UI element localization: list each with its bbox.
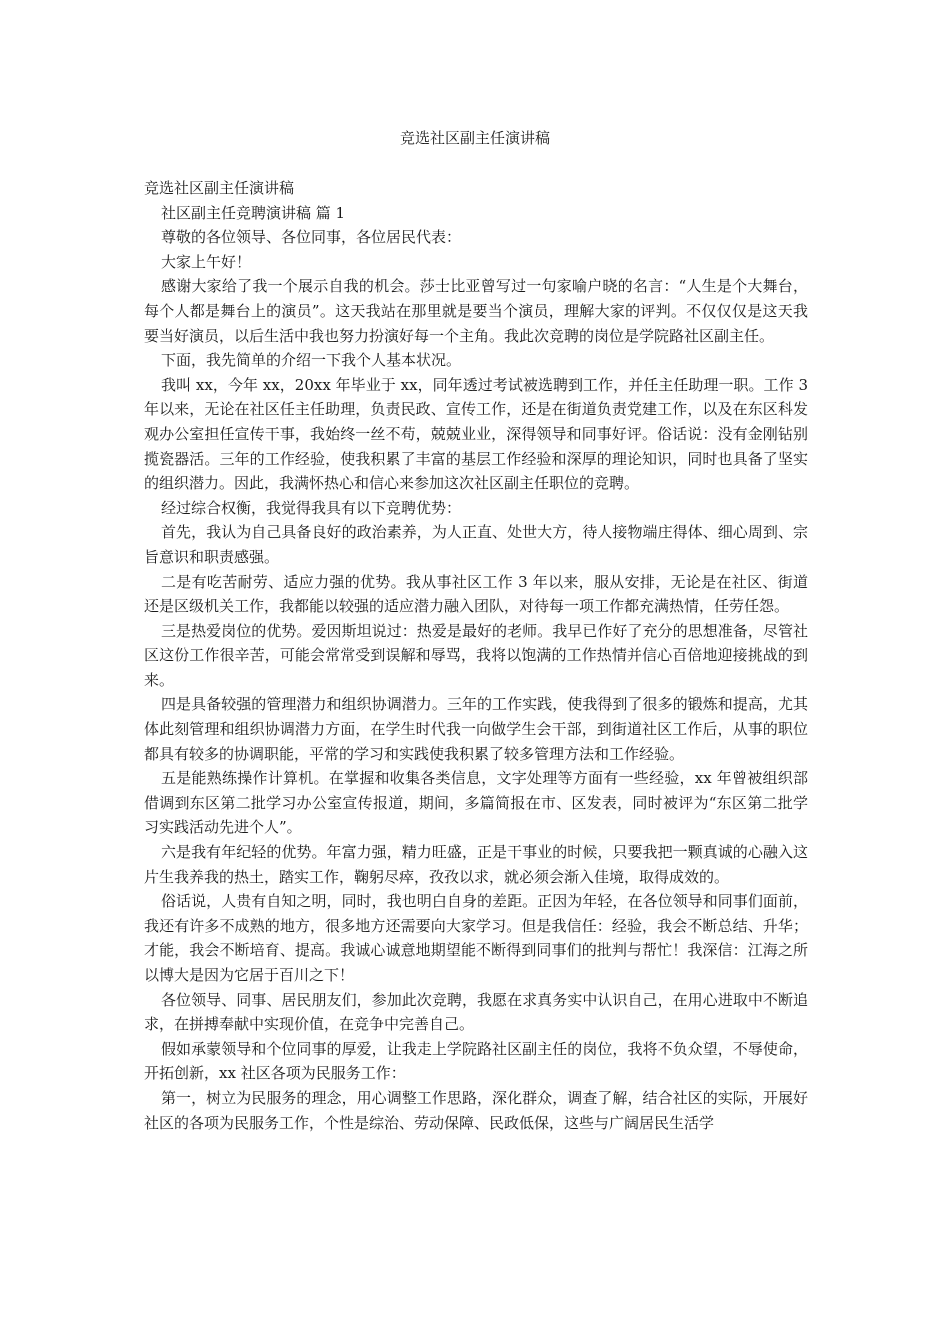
paragraph: 下面，我先简单的介绍一下我个人基本状况。 — [161, 351, 462, 370]
section-heading: 社区副主任竞聘演讲稿 篇 1 — [161, 203, 346, 222]
paragraph: 我叫 xx，今年 xx，20xx 年毕业于 xx，同年透过考试被选聘到工作，并任主任助理一职。工作 3 年以来，无论在社区任主任助理，负责民政、宣传工作，还是在街道负责党建工作，以及在东区科发观办公室担任宣传干事，我始终一丝不苟，兢兢业业，深得领导和同事好评。俗话说：没有金刚钻别揽瓷器活。三年的工作经验，使我积累了丰富的基层工作经验和深厚的理论知识，同时也具备了坚实的组织潜力。因此，我满怀热心和信心来参加这次社区副主任职位的竞聘。 — [144, 375, 808, 493]
document-title: 竞选社区副主任演讲稿 — [399, 129, 550, 147]
paragraph: 经过综合权衡，我觉得我具有以下竞聘优势： — [161, 498, 462, 517]
paragraph: 三是热爱岗位的优势。爱因斯坦说过：热爱是最好的老师。我早已作好了充分的思想准备，尽管社区这份工作很辛苦，可能会常常受到误解和辱骂，我将以饱满的工作热情并信心百倍地迎接挑战的到来。 — [144, 621, 808, 689]
paragraph: 尊敬的各位领导、各位同事，各位居民代表： — [161, 228, 462, 247]
paragraph: 假如承蒙领导和个位同事的厚爱，让我走上学院路社区副主任的岗位，我将不负众望，不辱使命，开拓创新，xx 社区各项为民服务工作： — [144, 1039, 808, 1083]
paragraph: 二是有吃苦耐劳、适应力强的优势。我从事社区工作 3 年以来，服从安排，无论是在社区、街道还是区级机关工作，我都能以较强的适应潜力融入团队，对待每一项工作都充满热情，任劳任怨。 — [144, 572, 808, 616]
paragraph: 五是能熟练操作计算机。在掌握和收集各类信息，文字处理等方面有一些经验，xx 年曾被组织部借调到东区第二批学习办公室宣传报道，期间，多篇简报在市、区发表，同时被评为“东区第二批学习实践活动先进个人”。 — [144, 769, 808, 837]
paragraph: 各位领导、同事、居民朋友们，参加此次竞聘，我愿在求真务实中认识自己，在用心进取中不断追求，在拼搏奉献中实现价值，在竞争中完善自己。 — [144, 990, 808, 1034]
document-subtitle: 竞选社区副主任演讲稿 — [144, 179, 295, 197]
paragraph: 大家上午好！ — [161, 252, 252, 271]
paragraph: 俗话说，人贵有自知之明，同时，我也明白自身的差距。正因为年轻，在各位领导和同事们面前，我还有许多不成熟的地方，很多地方还需要向大家学习。但是我信任：经验，我会不断总结、升华；才能，我会不断培育、提高。我诚心诚意地期望能不断得到同事们的批判与帮忙！我深信：江海之所以博大是因为它居于百川之下！ — [144, 892, 808, 984]
paragraph: 六是我有年纪轻的优势。年富力强，精力旺盛，正是干事业的时候，只要我把一颗真诚的心融入这片生我养我的热土，踏实工作，鞠躬尽瘁，孜孜以求，就必须会渐入佳境，取得成效的。 — [144, 843, 808, 886]
paragraph: 四是具备较强的管理潜力和组织协调潜力。三年的工作实践，使我得到了很多的锻炼和提高，尤其体此刻管理和组织协调潜力方面，在学生时代我一向做学生会干部，到街道社区工作后，从事的职位都具有较多的协调职能，平常的学习和实践使我积累了较多管理方法和工作经验。 — [144, 695, 808, 763]
document-body — [144, 176, 808, 1135]
paragraph: 第一，树立为民服务的理念，用心调整工作思路，深化群众，调查了解，结合社区的实际，开展好社区的各项为民服务工作，个性是综治、劳动保障、民政低保，这些与广阔居民生活学 — [144, 1088, 808, 1132]
paragraph: 首先，我认为自己具备良好的政治素养，为人正直、处世大方，待人接物端庄得体、细心周到、宗旨意识和职责感强。 — [144, 523, 808, 566]
paragraph: 感谢大家给了我一个展示自我的机会。莎士比亚曾写过一句家喻户晓的名言：“人生是个大舞台，每个人都是舞台上的演员”。这天我站在那里就是要当个演员，理解大家的评判。不仅仅仅是这天我要当好演员，以后生活中我也努力扮演好每一个主角。我此次竞聘的岗位是学院路社区副主任。 — [144, 277, 808, 345]
